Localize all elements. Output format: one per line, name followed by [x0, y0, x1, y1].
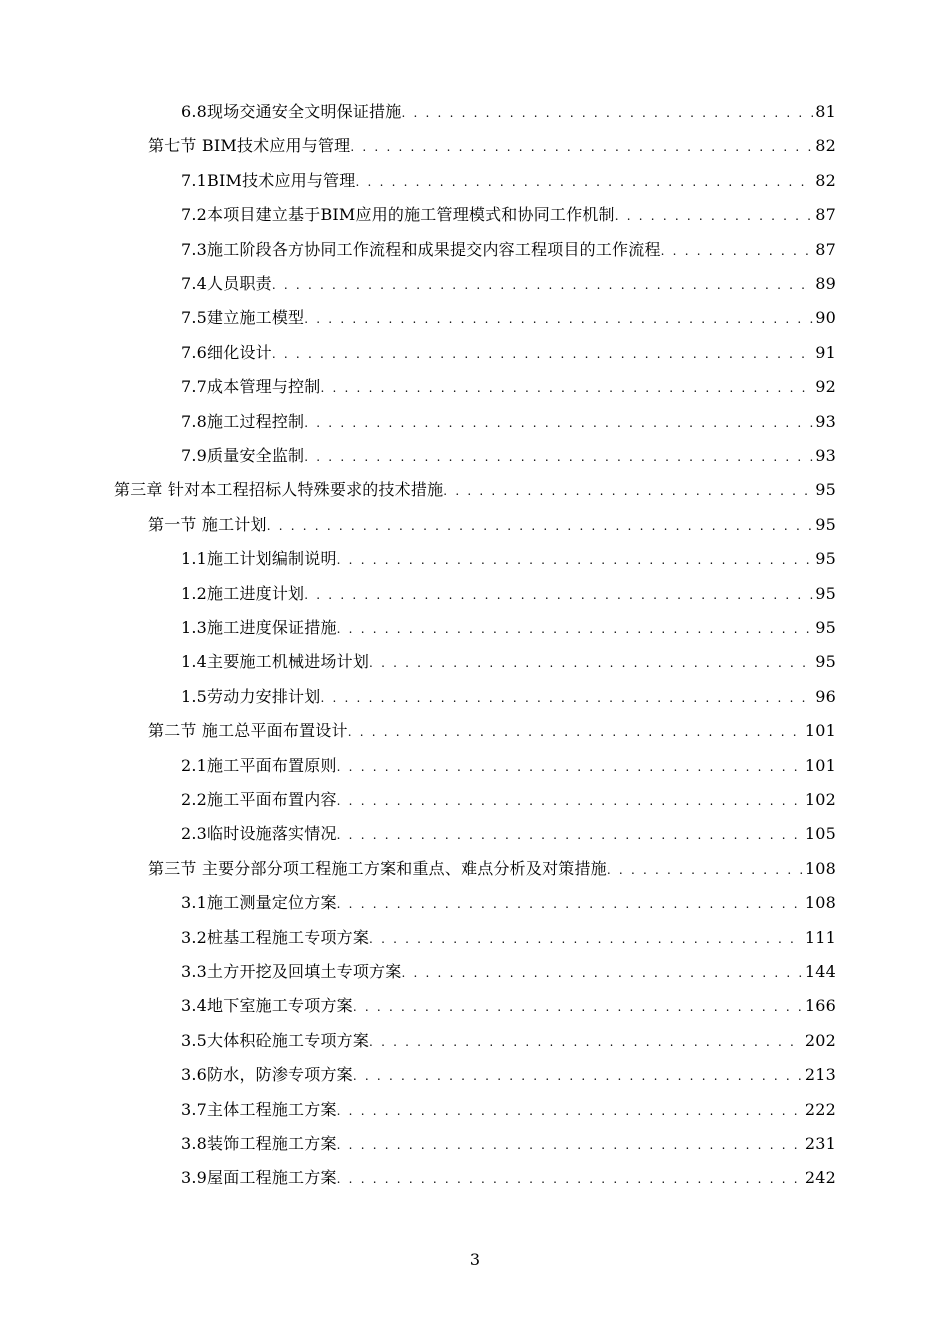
toc-entry-title: 6.8现场交通安全文明保证措施: [181, 102, 402, 121]
toc-entry[interactable]: [181, 164, 836, 198]
toc-dot-leader: [356, 165, 814, 199]
toc-entry[interactable]: [148, 508, 836, 542]
toc-dot-leader: [304, 302, 813, 336]
toc-entry-page: 231: [804, 1134, 836, 1153]
toc-entry-title: 3.2桩基工程施工专项方案: [181, 927, 370, 947]
toc-dot-leader: [337, 818, 803, 852]
toc-entry[interactable]: [181, 611, 836, 645]
toc-entry-title: 7.3施工阶段各方协同工作流程和成果提交内容工程项目的工作流程: [181, 239, 661, 259]
toc-entry[interactable]: [181, 267, 836, 301]
toc-entry[interactable]: [181, 233, 836, 267]
toc-dot-leader: [348, 715, 803, 749]
toc-entry-title: 2.3临时设施落实情况: [181, 824, 337, 844]
toc-entry-page: 222: [804, 1099, 836, 1119]
toc-entry-title: 第二节 施工总平面布置设计: [148, 721, 348, 741]
toc-entry[interactable]: [148, 852, 836, 886]
toc-entry-page: 108: [804, 893, 836, 913]
toc-entry-title: 7.7成本管理与控制: [181, 377, 321, 397]
toc-entry-page: 92: [815, 377, 836, 397]
toc-entry-page: 166: [804, 996, 836, 1016]
toc-dot-leader: [661, 234, 814, 268]
toc-entry-title: 第七节 BIM技术应用与管理: [148, 136, 351, 156]
toc-dot-leader: [337, 612, 814, 646]
toc-entry-page: 82: [815, 170, 836, 190]
toc-entry-page: 95: [815, 549, 836, 569]
toc-entry-page: 242: [804, 1168, 836, 1188]
toc-entry-page: 96: [815, 686, 836, 706]
toc-entry[interactable]: [181, 1093, 836, 1127]
toc-dot-leader: [401, 96, 813, 130]
toc-entry-page: 213: [804, 1065, 836, 1085]
toc-dot-leader: [320, 681, 813, 715]
toc-dot-leader: [615, 199, 814, 233]
toc-entry[interactable]: [148, 714, 836, 748]
toc-dot-leader: [272, 337, 813, 371]
toc-entry-title: 1.2施工进度计划: [181, 583, 305, 603]
toc-dot-leader: [353, 1059, 803, 1093]
toc-entry[interactable]: [181, 989, 836, 1023]
toc-entry-page: 111: [804, 927, 836, 947]
toc-entry[interactable]: [181, 198, 836, 232]
toc-entry[interactable]: [181, 817, 836, 851]
toc-entry-title: 7.4人员职责: [181, 274, 272, 293]
toc-entry-title: 3.6防水，防渗专项方案: [181, 1065, 353, 1085]
toc-entry-page: 87: [815, 239, 836, 259]
toc-dot-leader: [443, 474, 813, 508]
toc-entry[interactable]: [181, 1024, 836, 1058]
toc-entry-page: 108: [804, 858, 836, 878]
toc-entry-page: 202: [804, 1030, 836, 1050]
toc-entry[interactable]: [181, 370, 836, 404]
toc-entry-page: 89: [815, 274, 836, 293]
toc-entry-title: 3.4地下室施工专项方案: [181, 996, 353, 1016]
toc-dot-leader: [272, 268, 813, 302]
toc-entry-title: 3.5大体积砼施工专项方案: [181, 1030, 370, 1050]
toc-dot-leader: [337, 1128, 803, 1162]
toc-entry-title: 2.1施工平面布置原则: [181, 755, 337, 775]
toc-dot-leader: [337, 1094, 803, 1128]
page-number: 3: [469, 1250, 481, 1269]
toc-entry-page: 95: [815, 652, 836, 672]
toc-entry-title: 3.7主体工程施工方案: [181, 1099, 337, 1119]
toc-entry[interactable]: [181, 405, 836, 439]
toc-dot-leader: [369, 922, 803, 956]
toc-entry[interactable]: [181, 955, 836, 989]
toc-entry-title: 第三节 主要分部分项工程施工方案和重点、难点分析及对策措施: [148, 858, 607, 878]
toc-dot-leader: [401, 956, 802, 990]
toc-entry-title: 7.2本项目建立基于BIM应用的施工管理模式和协同工作机制: [181, 205, 615, 225]
toc-entry-title: 第三章 针对本工程招标人特殊要求的技术措施: [114, 480, 444, 500]
toc-entry-page: 93: [815, 411, 836, 431]
toc-entry-title: 1.3施工进度保证措施: [181, 618, 337, 637]
toc-entry[interactable]: [148, 129, 836, 163]
toc-entry-title: 1.1施工计划编制说明: [181, 549, 337, 569]
toc-entry-title: 3.1施工测量定位方案: [181, 893, 337, 913]
toc-dot-leader: [337, 543, 814, 577]
toc-entry-page: 90: [815, 308, 836, 328]
toc-entry-title: 7.9质量安全监制: [181, 446, 305, 465]
toc-entry-page: 101: [804, 721, 836, 741]
toc-entry[interactable]: [181, 886, 836, 920]
toc-entry[interactable]: [181, 1161, 836, 1195]
toc-entry[interactable]: [181, 1127, 836, 1161]
toc-entry-page: 102: [804, 790, 836, 809]
toc-entry-title: 7.1BIM技术应用与管理: [181, 170, 356, 190]
toc-dot-leader: [607, 853, 803, 887]
toc-dot-leader: [337, 1162, 803, 1196]
toc-entry-title: 第一节 施工计划: [148, 514, 267, 534]
toc-entry[interactable]: [181, 336, 836, 370]
toc-entry-page: 105: [804, 824, 836, 844]
toc-entry[interactable]: [181, 921, 836, 955]
toc-entry[interactable]: [181, 1058, 836, 1092]
toc-entry-title: 3.3土方开挖及回填土专项方案: [181, 962, 402, 981]
toc-entry-title: 2.2施工平面布置内容: [181, 790, 337, 809]
toc-entry[interactable]: [181, 645, 836, 679]
toc-entry-page: 95: [815, 514, 836, 534]
toc-entry-page: 95: [815, 618, 836, 637]
toc-entry-page: 93: [815, 446, 836, 465]
toc-entry[interactable]: [181, 749, 836, 783]
toc-entry[interactable]: [181, 783, 836, 817]
toc-dot-leader: [350, 130, 813, 164]
toc-entry-page: 87: [815, 205, 836, 225]
toc-entry-title: 3.9屋面工程施工方案: [181, 1168, 337, 1188]
toc-entry-page: 81: [815, 102, 836, 121]
toc-dot-leader: [304, 440, 813, 474]
toc-entry[interactable]: [181, 95, 836, 129]
toc-entry-page: 82: [815, 136, 836, 156]
toc-dot-leader: [320, 371, 813, 405]
toc-entry[interactable]: [181, 680, 836, 714]
toc-entry[interactable]: [114, 473, 836, 507]
toc-dot-leader: [353, 990, 803, 1024]
toc-dot-leader: [337, 887, 803, 921]
toc-dot-leader: [267, 509, 814, 543]
toc-entry[interactable]: [181, 301, 836, 335]
toc-entry-page: 95: [815, 480, 836, 500]
toc-entry[interactable]: [181, 542, 836, 576]
toc-entry[interactable]: [181, 439, 836, 473]
toc-entry-title: 7.5建立施工模型: [181, 308, 305, 328]
toc-entry-page: 95: [815, 583, 836, 603]
toc-dot-leader: [337, 784, 803, 818]
toc-entry-page: 144: [804, 962, 836, 981]
toc-entry-title: 3.8装饰工程施工方案: [181, 1134, 337, 1153]
toc-dot-leader: [304, 578, 813, 612]
toc-dot-leader: [304, 406, 813, 440]
toc-entry[interactable]: [181, 577, 836, 611]
toc-entry-title: 1.4主要施工机械进场计划: [181, 652, 370, 672]
toc-entry-page: 91: [815, 342, 836, 362]
toc-dot-leader: [369, 646, 813, 680]
toc-dot-leader: [337, 750, 803, 784]
toc-entry-title: 7.6细化设计: [181, 342, 272, 362]
toc-entry-title: 7.8施工过程控制: [181, 411, 305, 431]
toc-dot-leader: [369, 1025, 803, 1059]
toc-entry-title: 1.5劳动力安排计划: [181, 686, 321, 706]
toc-entry-page: 101: [804, 755, 836, 775]
